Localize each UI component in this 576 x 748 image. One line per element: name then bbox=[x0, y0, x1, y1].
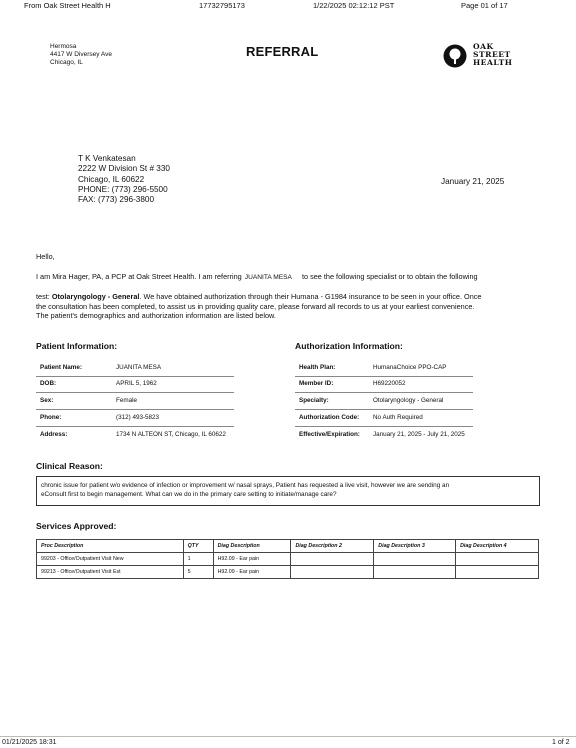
cell bbox=[291, 566, 374, 579]
clinical-reason-title: Clinical Reason: bbox=[36, 461, 103, 471]
field-label: Health Plan: bbox=[299, 364, 336, 371]
services-title: Services Approved: bbox=[36, 521, 117, 531]
col-diag-description-4: Diag Description 4 bbox=[456, 540, 539, 553]
patient-row-phone bbox=[36, 410, 234, 427]
cell bbox=[456, 553, 539, 566]
footer-datetime: 01/21/2025 18:31 bbox=[2, 739, 57, 746]
intro-patient-name: JUANITA MESA bbox=[244, 274, 292, 281]
intro-part-1: I am Mira Hager, PA, a PCP at Oak Street Health. I am referring bbox=[36, 272, 242, 281]
footer-divider bbox=[0, 736, 576, 737]
intro-line-1 bbox=[36, 272, 478, 283]
intro-line-3: the consultation has been completed, to assist us in providing quality care, please forward all records to us at your earliest convenience. bbox=[36, 301, 475, 311]
clinic-city: Chicago, IL bbox=[50, 59, 83, 66]
col-diag-description-2: Diag Description 2 bbox=[291, 540, 374, 553]
field-label: Effective/Expiration: bbox=[299, 431, 360, 438]
footer-page: 1 of 2 bbox=[552, 739, 570, 746]
intro-specialty: Otolaryngology - General bbox=[51, 292, 140, 301]
cell bbox=[456, 566, 539, 579]
recipient-fax: FAX: (773) 296-3800 bbox=[78, 195, 155, 205]
clinical-reason-line-2: eConsult first to begin management. What can we do in the primary care setting to initiate/manage care? bbox=[41, 491, 337, 498]
patient-row-sex bbox=[36, 393, 234, 410]
field-label: Patient Name: bbox=[40, 364, 82, 371]
logo-line-1: OAK bbox=[473, 42, 494, 51]
greeting: Hello, bbox=[36, 252, 55, 261]
field-label: Member ID: bbox=[299, 380, 334, 387]
intro-line-2-rest: . We have obtained authorization through their Humana - G1984 insurance to be seen in your office. Once bbox=[139, 292, 482, 301]
page-title: REFERRAL bbox=[246, 44, 319, 59]
clinical-reason-line-1: chronic issue for patient w/o evidence of infection or improvement w/ nasal sprays, Patient has requested a live visit, however we are sending an bbox=[41, 482, 450, 489]
clinical-reason-box bbox=[36, 476, 540, 506]
field-value: H69220052 bbox=[373, 380, 406, 387]
recipient-address bbox=[78, 154, 170, 205]
col-qty: QTY bbox=[183, 540, 213, 553]
field-value: APRIL 5, 1962 bbox=[116, 380, 157, 387]
auth-row-code bbox=[295, 410, 473, 427]
field-label: Sex: bbox=[40, 397, 54, 404]
field-label: Phone: bbox=[40, 414, 62, 421]
logo-line-2: STREET bbox=[473, 49, 511, 59]
referral-date: January 21, 2025 bbox=[441, 177, 505, 186]
col-proc-description: Proc Description bbox=[37, 540, 184, 553]
clinic-street: 4417 W Diversey Ave bbox=[50, 51, 113, 58]
field-value: No Auth Required bbox=[373, 414, 423, 421]
intro-line-4: The patient's demographics and authorization information are listed below. bbox=[36, 311, 276, 320]
patient-info-title: Patient Information: bbox=[36, 341, 118, 351]
patient-row-dob bbox=[36, 376, 234, 393]
field-label: Address: bbox=[40, 431, 68, 438]
cell bbox=[374, 566, 456, 579]
fax-datetime: 1/22/2025 02:12:12 PST bbox=[313, 1, 395, 10]
logo-line-3: HEALTH bbox=[473, 57, 513, 67]
intro-part-2: to see the following specialist or to obtain the following bbox=[301, 272, 478, 281]
field-value: (312) 493-5823 bbox=[116, 414, 160, 421]
field-value: Female bbox=[116, 397, 137, 404]
auth-row-member-id bbox=[295, 376, 473, 393]
table-row bbox=[37, 553, 539, 566]
oak-tree-icon bbox=[443, 44, 467, 68]
field-label: Authorization Code: bbox=[299, 414, 360, 421]
patient-row-name bbox=[36, 360, 234, 377]
clinic-address bbox=[50, 43, 112, 67]
services-table bbox=[36, 539, 539, 579]
cell: 1 bbox=[183, 553, 213, 566]
recipient-city: Chicago, IL 60622 bbox=[78, 174, 145, 184]
col-diag-description: Diag Description bbox=[213, 540, 291, 553]
services-header-row bbox=[37, 540, 539, 553]
fax-from: From Oak Street Health H bbox=[24, 1, 111, 10]
test-label: test: bbox=[36, 292, 50, 301]
auth-row-specialty bbox=[295, 393, 473, 410]
fax-page: Page 01 of 17 bbox=[461, 1, 508, 10]
field-value: 1734 N ALTEON ST, Chicago, IL 60622 bbox=[116, 431, 226, 438]
clinic-name: Hermosa bbox=[50, 43, 77, 50]
col-diag-description-3: Diag Description 3 bbox=[374, 540, 456, 553]
cell bbox=[291, 553, 374, 566]
field-value: JUANITA MESA bbox=[116, 364, 162, 371]
auth-row-effective bbox=[295, 427, 473, 443]
field-value: HumanaChoice PPO-CAP bbox=[373, 364, 447, 371]
cell: H92.09 - Ear pain bbox=[213, 553, 291, 566]
cell: 5 bbox=[183, 566, 213, 579]
recipient-phone: PHONE: (773) 296-5500 bbox=[78, 184, 168, 194]
cell: 99203 - Office/Outpatient Visit New bbox=[37, 553, 184, 566]
patient-row-address bbox=[36, 427, 234, 443]
cell: 99213 - Office/Outpatient Visit Est bbox=[37, 566, 184, 579]
recipient-street: 2222 W Division St # 330 bbox=[78, 164, 170, 174]
field-label: Specialty: bbox=[299, 397, 329, 404]
intro-paragraph bbox=[36, 292, 546, 321]
auth-row-plan bbox=[295, 360, 473, 377]
cell bbox=[374, 553, 456, 566]
recipient-name: T K Venkatesan bbox=[78, 154, 136, 163]
fax-number: 17732795173 bbox=[199, 1, 245, 10]
auth-info-title: Authorization Information: bbox=[295, 341, 403, 351]
oak-street-logo bbox=[443, 42, 523, 70]
intro-line-2 bbox=[36, 292, 546, 302]
field-value: January 21, 2025 - July 21, 2025 bbox=[373, 431, 465, 438]
table-row bbox=[37, 566, 539, 579]
field-value: Otolaryngology - General bbox=[373, 397, 444, 404]
field-label: DOB: bbox=[40, 380, 57, 387]
cell: H92.09 - Ear pain bbox=[213, 566, 291, 579]
